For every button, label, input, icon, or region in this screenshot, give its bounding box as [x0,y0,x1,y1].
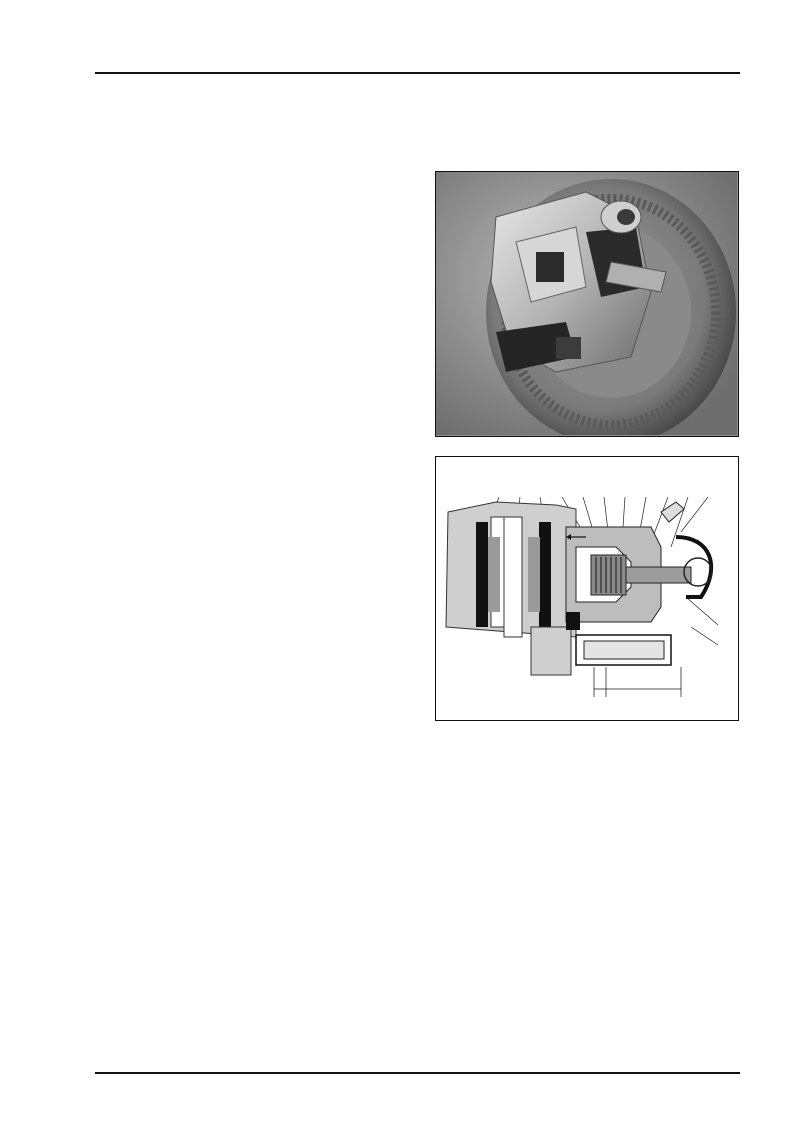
page-header [95,50,740,74]
footer-rule [95,1072,740,1074]
caliper-photo-illustration [436,172,737,435]
section-title [95,106,131,122]
brake-caliper-photo [435,171,739,437]
brake-caliper-section-diagram [435,456,739,721]
caliper-cross-section [436,457,737,719]
